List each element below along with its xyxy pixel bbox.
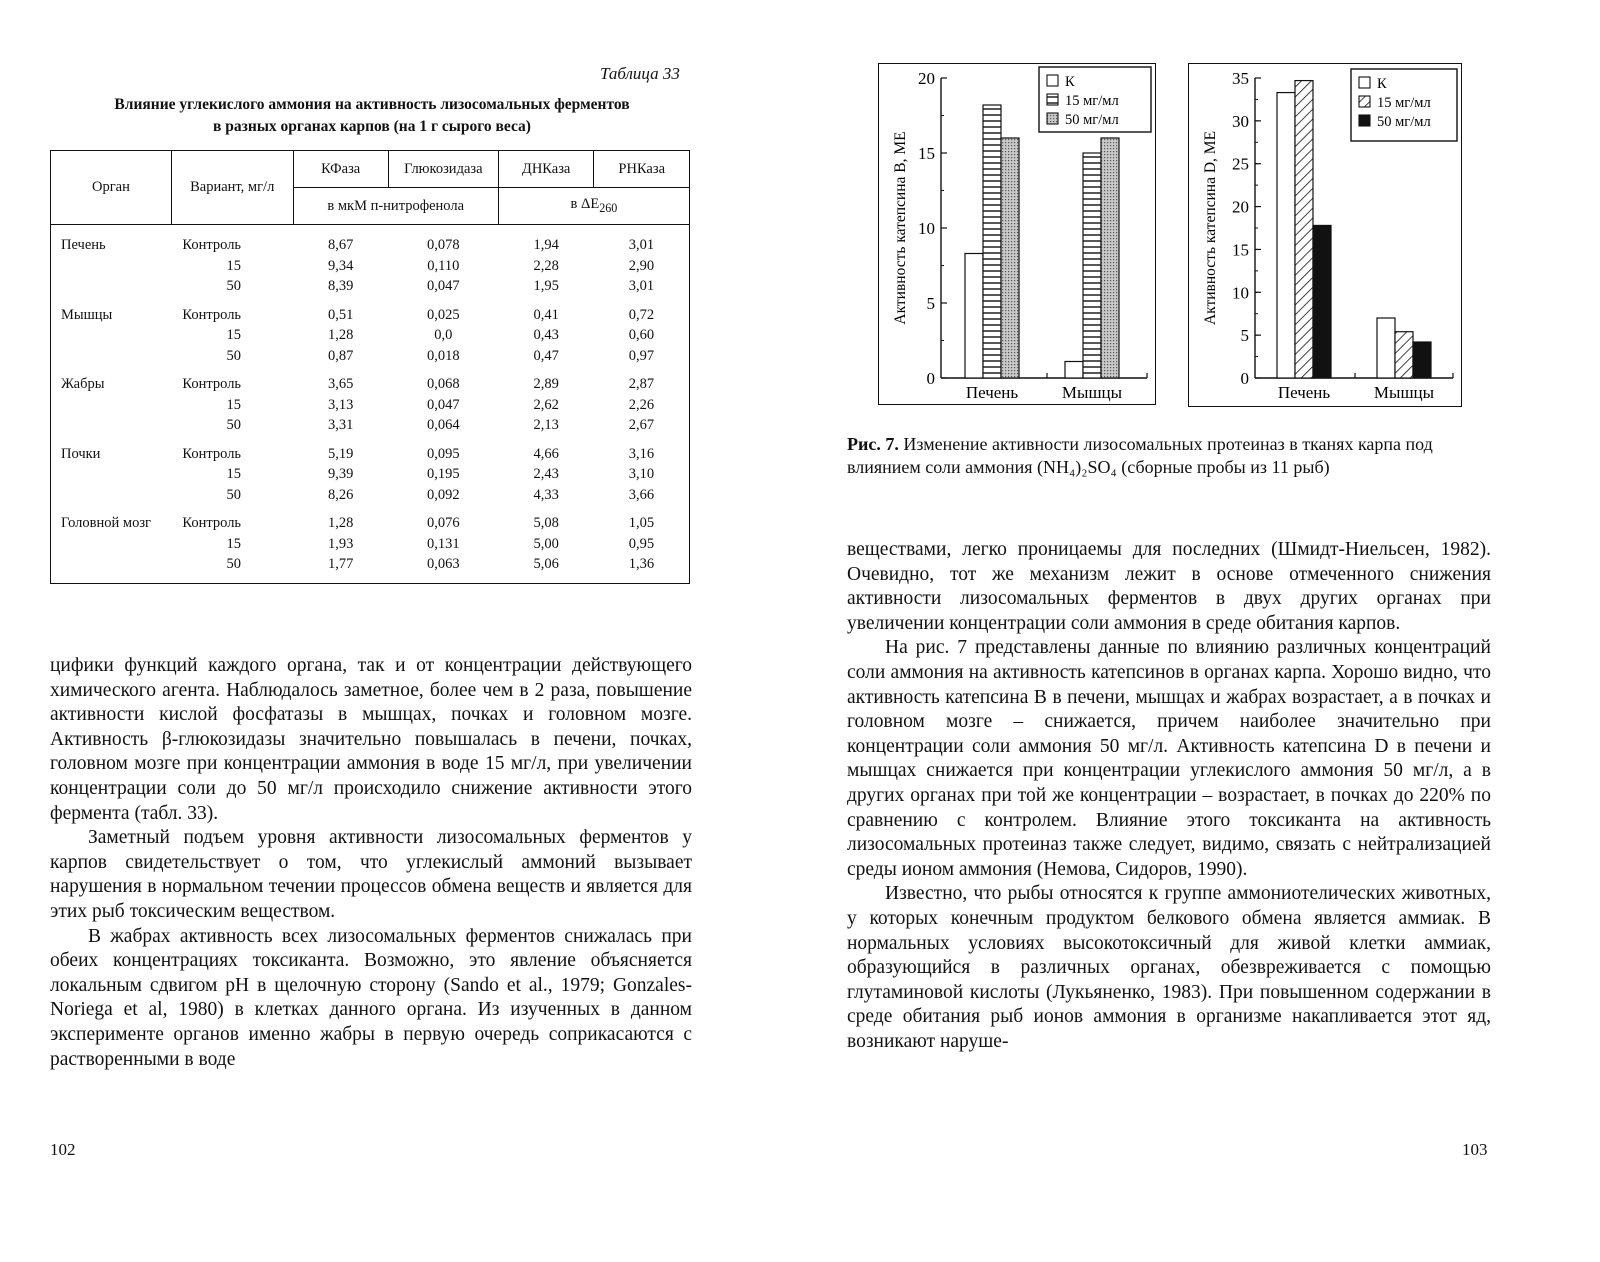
bar-solid-black xyxy=(1313,225,1331,378)
col-organ: Орган xyxy=(51,151,172,225)
value-cell: 2,90 xyxy=(628,257,655,274)
organ-cell xyxy=(51,346,172,367)
table-row xyxy=(51,374,690,395)
value-cell: 2,26 xyxy=(628,396,655,413)
value-cell: 8,67 xyxy=(328,237,354,253)
y-tick-label: 5 xyxy=(926,294,935,313)
value-cell: 0,41 xyxy=(533,306,559,323)
table-spacer xyxy=(51,366,690,374)
value-cell: 3,01 xyxy=(628,237,655,253)
value-cell: 0,064 xyxy=(427,417,460,433)
organ-cell xyxy=(51,485,172,506)
unit-delta-e-label: в ΔE xyxy=(570,196,600,213)
legend-swatch xyxy=(1047,113,1058,124)
table-spacer xyxy=(51,297,690,305)
right-body-text xyxy=(847,538,1491,1054)
organ-cell xyxy=(51,534,172,555)
bar-diagonal-hatch xyxy=(1395,332,1413,378)
value-cell: 2,89 xyxy=(533,376,559,392)
table-title xyxy=(52,94,692,138)
organ-cell: Почки xyxy=(61,445,101,462)
value-cell: 0,063 xyxy=(427,556,460,572)
value-cell: 5,06 xyxy=(533,556,559,572)
legend-label: К xyxy=(1377,76,1387,92)
table-body xyxy=(51,225,690,584)
legend-label: 15 мг/мл xyxy=(1065,93,1119,109)
value-cell: 0,095 xyxy=(427,445,460,462)
table-row xyxy=(51,415,690,436)
value-cell: 3,65 xyxy=(328,376,354,392)
value-cell: 0,97 xyxy=(628,347,655,364)
figure-caption-label: Рис. 7. xyxy=(847,434,899,454)
value-cell: 5,08 xyxy=(533,515,559,531)
left-body-text xyxy=(50,654,692,1072)
value-cell: 4,33 xyxy=(533,486,559,503)
value-cell: 0,0 xyxy=(434,327,453,343)
col-glucosidase: Глюкозидаза xyxy=(388,151,498,188)
value-cell: 0,131 xyxy=(427,535,460,552)
legend-label: 50 мг/мл xyxy=(1065,112,1119,128)
page-number-left: 102 xyxy=(50,1140,76,1159)
value-cell: 3,16 xyxy=(628,445,655,462)
y-tick-label: 20 xyxy=(918,69,935,88)
bar-horizontal-lines xyxy=(1083,153,1101,378)
value-cell: 1,05 xyxy=(628,515,655,531)
value-cell: 2,13 xyxy=(533,417,559,433)
col-dnkaza: ДНКаза xyxy=(498,151,594,188)
value-cell: 1,94 xyxy=(533,237,559,253)
y-tick-label: 15 xyxy=(918,144,935,163)
value-cell: 0,018 xyxy=(427,347,460,364)
table-row xyxy=(51,554,690,575)
table-spacer xyxy=(51,505,690,513)
y-tick-label: 30 xyxy=(1232,111,1249,131)
figure-caption-text: Изменение активности лизосомальных протеиназ в тканях карпа под влиянием соли аммония (NH₄)₂SO₄ (сборные пробы из 11 рыб) xyxy=(847,434,1433,477)
table-spacer xyxy=(51,436,690,444)
variant-cell: 15 xyxy=(226,466,242,482)
table-row xyxy=(51,513,690,534)
chart-cathepsin-b-svg xyxy=(879,64,1155,404)
value-cell: 0,047 xyxy=(427,396,460,413)
y-tick-label: 0 xyxy=(1240,369,1249,388)
value-cell: 8,39 xyxy=(328,278,354,294)
value-cell: 2,28 xyxy=(533,257,559,274)
chart-cathepsin-d xyxy=(1188,63,1462,407)
value-cell: 0,47 xyxy=(533,347,559,364)
value-cell: 2,62 xyxy=(533,396,559,413)
bar-solid-black xyxy=(1413,342,1431,378)
value-cell: 5,00 xyxy=(533,535,559,552)
value-cell: 0,076 xyxy=(427,515,460,531)
variant-cell: Контроль xyxy=(182,237,242,253)
variant-cell: 15 xyxy=(226,396,242,413)
organ-cell xyxy=(51,464,172,485)
organ-cell xyxy=(51,256,172,277)
table-row xyxy=(51,444,690,465)
value-cell: 3,31 xyxy=(328,417,354,433)
bar-empty xyxy=(1277,93,1295,378)
value-cell: 5,19 xyxy=(328,445,354,462)
variant-cell: Контроль xyxy=(182,306,242,323)
value-cell: 3,66 xyxy=(628,486,655,503)
variant-cell: Контроль xyxy=(182,515,242,531)
legend-label: К xyxy=(1065,74,1075,90)
variant-cell: 50 xyxy=(226,278,242,294)
bar-horizontal-lines xyxy=(983,105,1001,378)
organ-cell xyxy=(51,325,172,346)
value-cell: 9,39 xyxy=(328,466,354,482)
right-paragraph: веществами, легко проницаемы для последних (Шмидт-Ниельсен, 1982). Очевидно, тот же механизм лежит в основе отмеченного снижения активности лизосомальных ферментов в двух других органах при увеличении концентрации соли аммония в среде обитания карпов. xyxy=(847,539,1491,634)
variant-cell: 15 xyxy=(226,257,242,274)
table-title-line-2: в разных органах карпов (на 1 г сырого веса) xyxy=(213,118,531,135)
y-tick-label: 0 xyxy=(926,369,935,388)
organ-cell xyxy=(51,554,172,575)
right-paragraph: Известно, что рыбы относятся к группе аммониотелических животных, у которых конечным продуктом белкового обмена является аммиак. В нормальных условиях высокотоксичный для живой клетки аммиак, образующийся в различных органах, обезвреживается с помощью глутаминовой кислоты (Лукьяненко, 1983). При повышенном содержании в среде обитания рыб ионов аммония в организме накапливается этот яд, возникают наруше- xyxy=(847,883,1491,1052)
bar-dotted xyxy=(1001,138,1019,378)
table-spacer xyxy=(51,575,690,584)
y-tick-label: 10 xyxy=(918,219,935,238)
col-variant: Вариант, мг/л xyxy=(171,151,293,225)
bar-empty xyxy=(1377,318,1395,378)
value-cell: 4,66 xyxy=(533,445,559,462)
page-number-right: 103 xyxy=(1462,1140,1488,1159)
legend-label: 15 мг/мл xyxy=(1377,95,1431,111)
table-row xyxy=(51,464,690,485)
col-rnkaza: РНКаза xyxy=(594,151,690,188)
bar-dotted xyxy=(1101,138,1119,378)
value-cell: 0,092 xyxy=(427,486,460,503)
left-page xyxy=(0,0,780,1262)
table-row xyxy=(51,485,690,506)
table-row xyxy=(51,395,690,416)
bar-diagonal-hatch xyxy=(1295,81,1313,378)
value-cell: 0,195 xyxy=(427,466,460,482)
value-cell: 0,51 xyxy=(328,306,354,323)
col-kfaza: КФаза xyxy=(293,151,388,188)
value-cell: 1,93 xyxy=(328,535,354,552)
bar-empty xyxy=(1065,362,1083,379)
variant-cell: 50 xyxy=(226,556,242,572)
left-paragraph: В жабрах активность всех лизосомальных ферментов снижалась при обеих концентрациях токсиканта. Возможно, это явление объясняется локальным сдвигом pH в щелочную сторону (Sando et al., 1979; Gonzales-Noriega et al, 1980) в клетках данного органа. Из изученных в данном эксперименте органов именно жабры в первую очередь соприкасаются с растворенными в воде xyxy=(50,925,692,1070)
variant-cell: Контроль xyxy=(182,445,242,462)
y-tick-label: 20 xyxy=(1232,197,1249,217)
value-cell: 0,025 xyxy=(427,306,460,323)
legend-swatch xyxy=(1359,96,1370,107)
value-cell: 3,13 xyxy=(328,396,354,413)
table-title-line-1: Влияние углекислого аммония на активность лизосомальных ферментов xyxy=(114,96,630,113)
x-category-label: Печень xyxy=(1277,383,1331,402)
table-row xyxy=(51,534,690,555)
organ-cell: Головной мозг xyxy=(61,515,151,531)
value-cell: 1,77 xyxy=(328,556,354,572)
legend-swatch xyxy=(1359,115,1370,126)
table-row xyxy=(51,225,690,256)
bar-empty xyxy=(965,254,983,379)
x-category-label: Печень xyxy=(965,383,1019,402)
y-tick-label: 5 xyxy=(1240,326,1249,346)
value-cell: 0,068 xyxy=(427,376,460,392)
y-tick-label: 10 xyxy=(1232,283,1249,303)
value-cell: 8,26 xyxy=(328,486,354,503)
value-cell: 2,43 xyxy=(533,466,559,482)
table-label: Таблица 33 xyxy=(600,64,680,83)
value-cell: 1,28 xyxy=(328,327,354,343)
table-row xyxy=(51,305,690,326)
variant-cell: 15 xyxy=(226,327,242,343)
legend-swatch xyxy=(1047,94,1058,105)
organ-cell: Жабры xyxy=(61,376,105,392)
y-axis-label: Активность катепсина D, МЕ xyxy=(1202,130,1219,326)
value-cell: 2,87 xyxy=(628,376,655,392)
left-paragraph: Заметный подъем уровня активности лизосомальных ферментов у карпов свидетельствует о том, что углекислый аммоний вызывает нарушения в нормальном течении процессов обмена веществ и является для этих рыб токсическим веществом. xyxy=(50,827,692,922)
value-cell: 0,43 xyxy=(533,327,559,343)
value-cell: 1,28 xyxy=(328,515,354,531)
organ-cell: Мышцы xyxy=(61,306,113,323)
y-tick-label: 35 xyxy=(1232,69,1249,88)
y-tick-label: 25 xyxy=(1232,154,1249,174)
legend-swatch xyxy=(1359,77,1370,88)
left-paragraph: цифики функций каждого органа, так и от концентрации действующего химического агента. Наблюдалось заметное, более чем в 2 раза, повышение активности кислой фосфатазы в мышцах, почках и головном мозге. Активность β-глюкозидазы значительно повышалась в печени, почках, головном мозге при концентрации аммония в воде 15 мг/л, при увеличении концентрации соли до 50 мг/л происходило снижение активности этого фермента (табл. 33). xyxy=(50,655,692,824)
variant-cell: 50 xyxy=(226,347,242,364)
chart-cathepsin-b xyxy=(878,63,1156,405)
value-cell: 0,72 xyxy=(628,306,655,323)
variant-cell: Контроль xyxy=(182,376,242,392)
value-cell: 2,67 xyxy=(628,417,655,433)
organ-cell xyxy=(51,276,172,297)
unit-nitrophenol: в мкМ п-нитрофенола xyxy=(293,188,498,225)
value-cell: 1,36 xyxy=(628,556,655,572)
legend-label: 50 мг/мл xyxy=(1377,114,1431,130)
legend-swatch xyxy=(1047,75,1058,86)
figure-caption xyxy=(847,433,1492,479)
enzyme-table xyxy=(50,150,690,584)
organ-cell: Печень xyxy=(61,237,106,253)
variant-cell: 50 xyxy=(226,417,242,433)
x-category-label: Мышцы xyxy=(1373,383,1435,402)
unit-delta-e xyxy=(498,188,689,225)
value-cell: 9,34 xyxy=(328,257,354,274)
value-cell: 0,110 xyxy=(427,257,460,274)
variant-cell: 50 xyxy=(226,486,242,503)
unit-delta-e-sub: 260 xyxy=(599,200,618,215)
chart-cathepsin-d-svg xyxy=(1189,64,1461,406)
table-row xyxy=(51,346,690,367)
x-category-label: Мышцы xyxy=(1061,383,1123,402)
organ-cell xyxy=(51,415,172,436)
table-row xyxy=(51,256,690,277)
value-cell: 0,078 xyxy=(427,237,460,253)
value-cell: 0,87 xyxy=(328,347,354,364)
y-axis-label: Активность катепсина B, МЕ xyxy=(892,131,909,325)
organ-cell xyxy=(51,395,172,416)
right-paragraph: На рис. 7 представлены данные по влиянию различных концентраций соли аммония на активность катепсинов в органах карпа. Хорошо видно, что активность катепсина B в печени, мышцах и жабрах возрастает, а в почках и головном мозге – снижается, причем наиболее значительно при концентрации соли аммония 50 мг/л. Активность катепсина D в печени и мышцах снижается при концентрации углекислого аммония 50 мг/л, а в других органах при той же концентрации – возрастает, в почках до 220% по сравнению с контролем. Влияние этого токсиканта на активность лизосомальных протеиназ также следует, видимо, связать с нейтрализацией среды ионом аммония (Немова, Сидоров, 1990). xyxy=(847,637,1491,880)
value-cell: 0,60 xyxy=(628,327,655,343)
table-row xyxy=(51,325,690,346)
value-cell: 3,01 xyxy=(628,278,655,294)
variant-cell: 15 xyxy=(226,535,242,552)
value-cell: 0,95 xyxy=(628,535,655,552)
y-tick-label: 15 xyxy=(1232,240,1249,260)
value-cell: 3,10 xyxy=(628,466,655,482)
table-row xyxy=(51,276,690,297)
value-cell: 1,95 xyxy=(533,278,559,294)
value-cell: 0,047 xyxy=(427,278,460,294)
